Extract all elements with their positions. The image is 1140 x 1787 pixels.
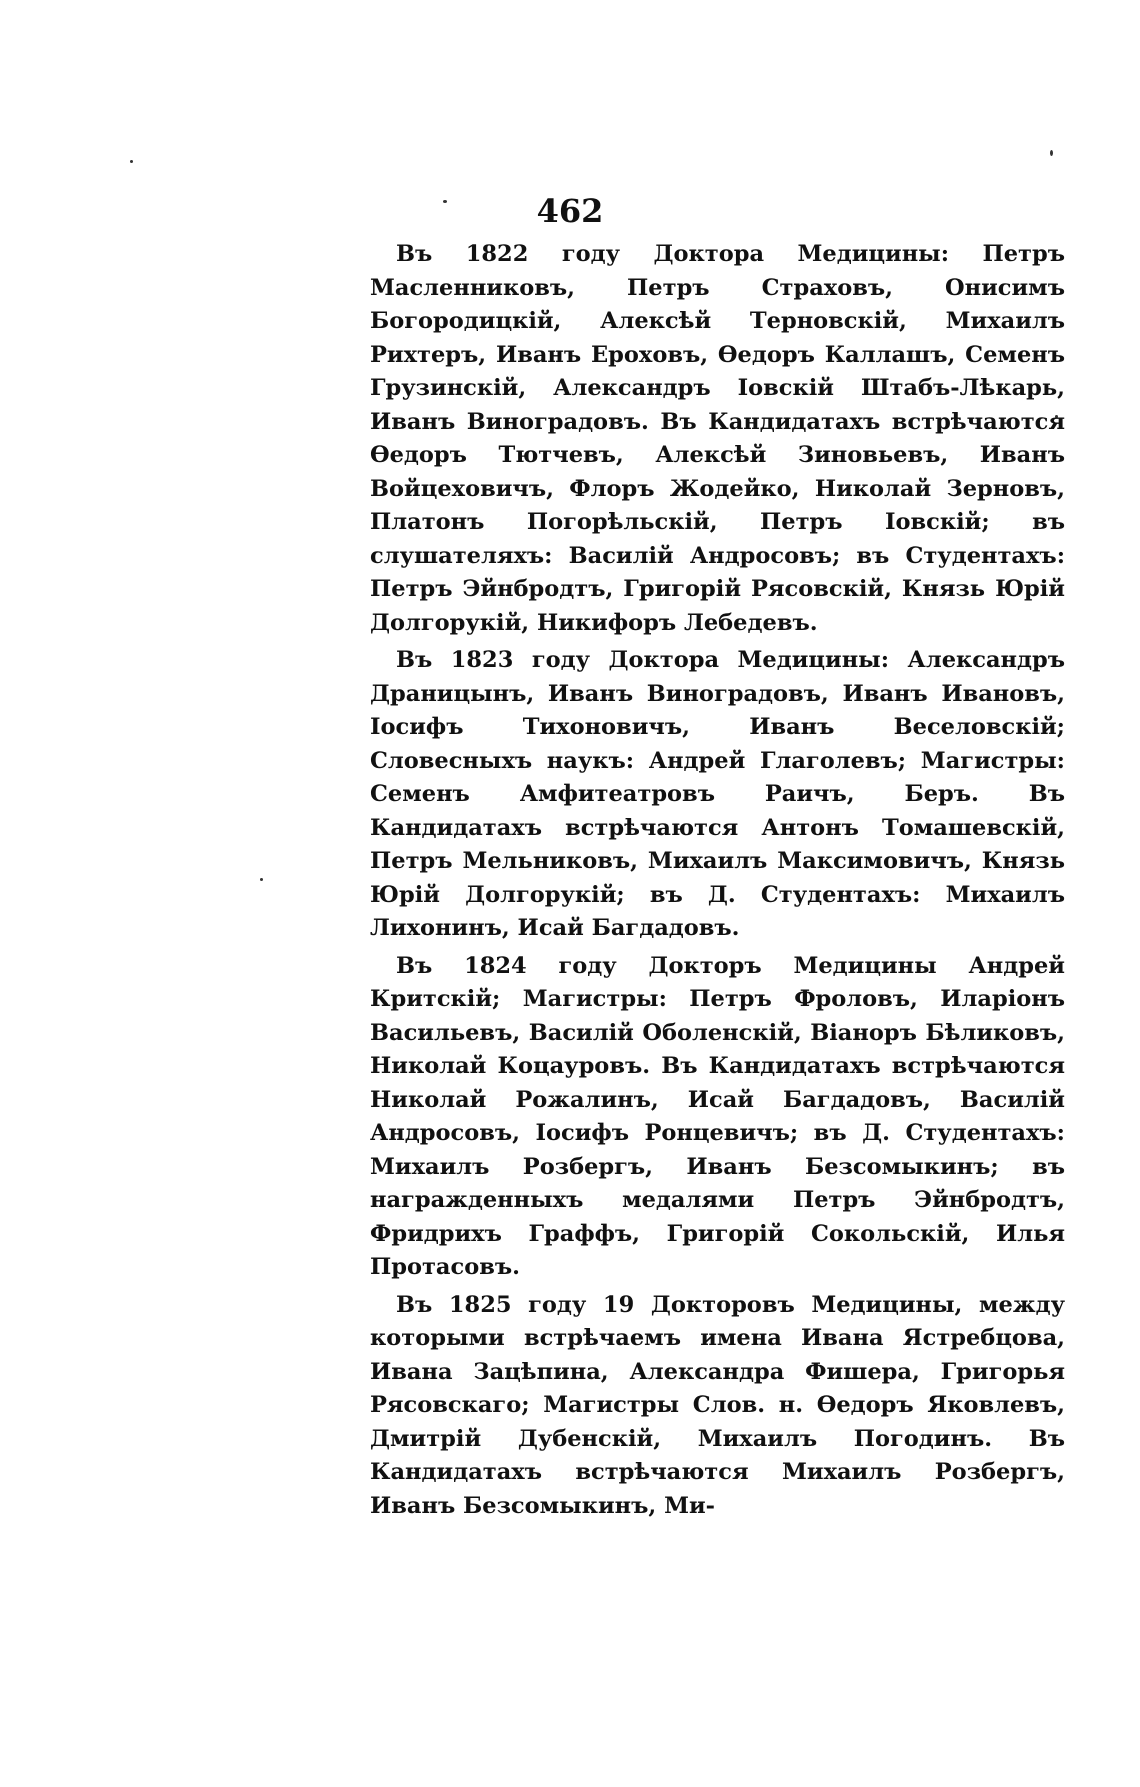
page-number: 462 — [536, 192, 604, 230]
scan-speck — [260, 878, 263, 881]
scan-speck — [130, 160, 133, 163]
paragraph-1824: Въ 1824 году Докторъ Медицины Андрей Критскій; Магистры: Петръ Фроловъ, Иларіонъ Васильевъ, Василій Оболенскій, Віаноръ Бѣликовъ, Николай Коцауровъ. Въ Кандидатахъ встрѣчаются Николай Рожалинъ, Исай Багдадовъ, Василій Андросовъ, Іосифъ Ронцевичъ; въ Д. Студентахъ: Михаилъ Розбергъ, Иванъ Безсомыкинъ; въ награжденныхъ медалями Петръ Эйнбродтъ, Фридрихъ Граффъ, Григорій Сокольскій, Илья Протасовъ. — [370, 952, 1065, 1280]
paragraph-1825: Въ 1825 году 19 Докторовъ Медицины, между которыми встрѣчаемъ имена Ивана Ястребцова, Ивана Зацѣпина, Александра Фишера, Григорья Рясовскаго; Магистры Слов. н. Ѳедоръ Яковлевъ, Дмитрій Дубенскій, Михаилъ Погодинъ. Въ Кандидатахъ встрѣчаются Михаилъ Розбергъ, Иванъ Безсомыкинъ, Ми- — [370, 1291, 1065, 1519]
paragraph-1822: Въ 1822 году Доктора Медицины: Петръ Масленниковъ, Петръ Страховъ, Онисимъ Богородицкій, Алексѣй Терновскій, Михаилъ Рихтеръ, Иванъ Ероховъ, Ѳедоръ Каллашъ, Семенъ Грузинскій, Александръ Іовскій Штабъ-Лѣкарь, Иванъ Виноградовъ. Въ Кандидатахъ встрѣчаются Ѳедоръ Тютчевъ, Алексѣй Зиновьевъ, Иванъ Войцеховичъ, Флоръ Жодейко, Николай Зерновъ, Платонъ Погорѣльскій, Петръ Іовскій; въ слушателяхъ: Василій Андросовъ; въ Студентахъ: Петръ Эйнбродтъ, Григорій Рясовскій, Князь Юрій Долгорукій, Никифоръ Лебедевъ. — [370, 241, 1065, 636]
page-body — [370, 238, 1065, 1527]
scan-speck — [1050, 150, 1053, 156]
paragraph-1823: Въ 1823 году Доктора Медицины: Александръ Драницынъ, Иванъ Виноградовъ, Иванъ Ивановъ, Іосифъ Тихоновичъ, Иванъ Веселовскій; Словесныхъ наукъ: Андрей Глаголевъ; Магистры: Семенъ Амфитеатровъ Раичъ, Беръ. Въ Кандидатахъ встрѣчаются Антонъ Томашевскій, Петръ Мельниковъ, Михаилъ Максимовичъ, Князь Юрій Долгорукій; въ Д. Студентахъ: Михаилъ Лихонинъ, Исай Багдадовъ. — [370, 647, 1065, 941]
